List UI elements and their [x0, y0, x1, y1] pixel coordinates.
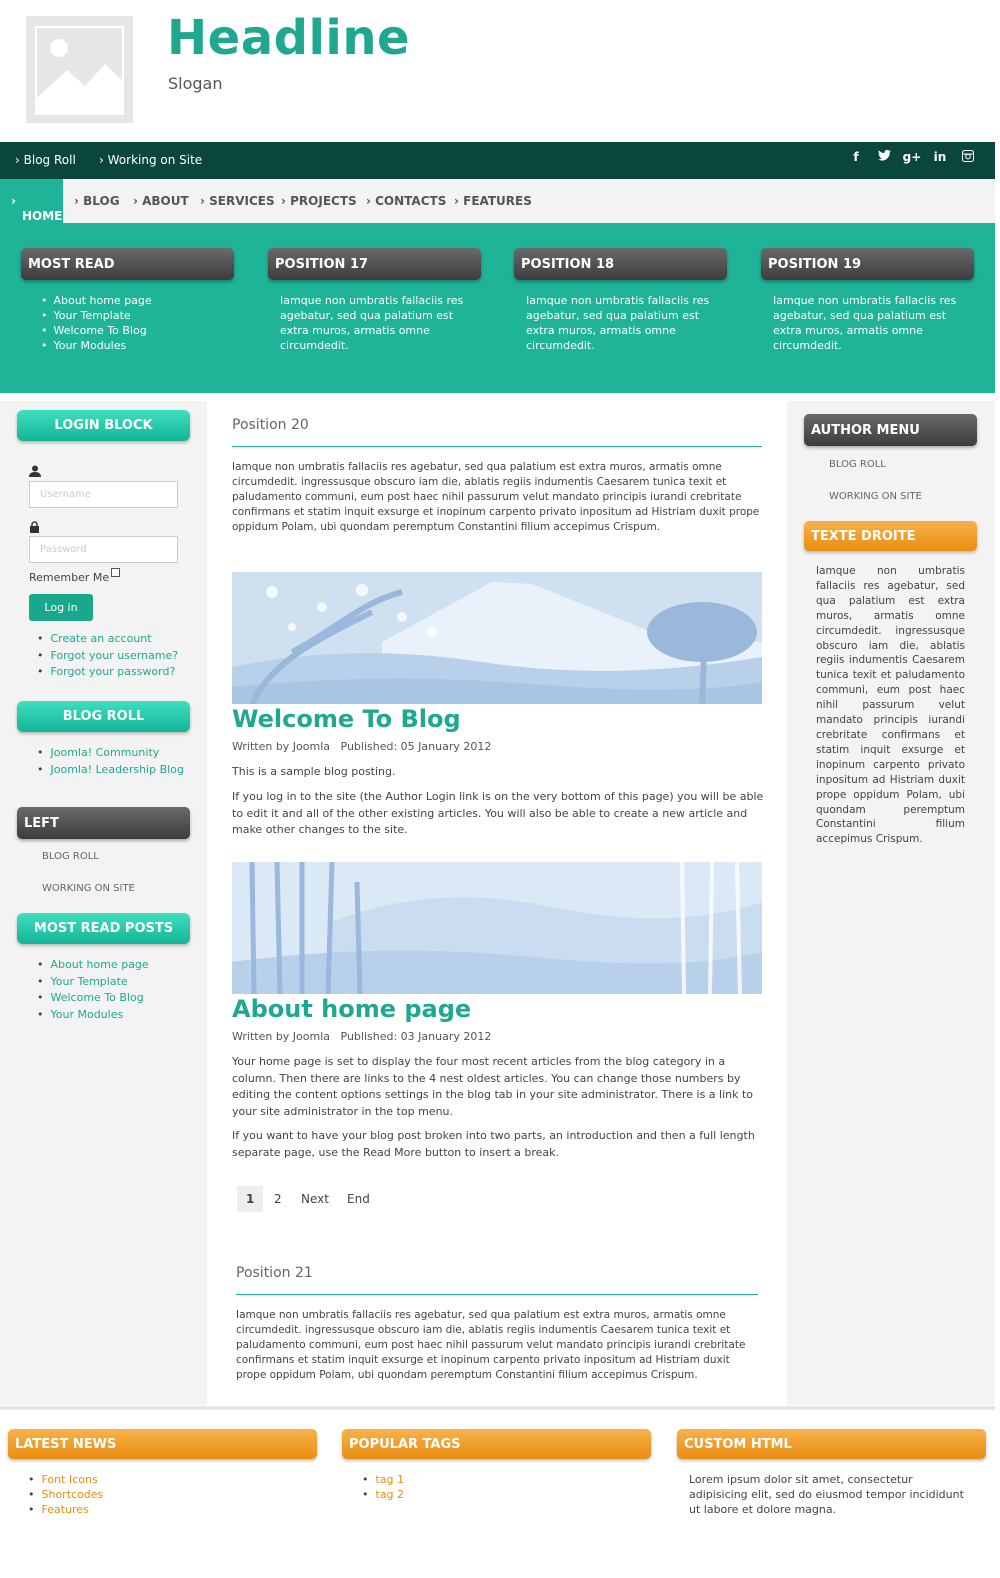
article-meta: Written by Joomla Published: 05 January 2012	[232, 740, 492, 753]
author-link-working-on-site[interactable]: WORKING ON SITE	[829, 491, 922, 502]
tag-link[interactable]: • tag 2	[362, 1487, 404, 1502]
module-title: TEXTE DROITE	[811, 529, 916, 544]
nav-item-label: CONTACTS	[375, 194, 447, 208]
input-placeholder: Password	[40, 544, 87, 555]
nav-item-label: SERVICES	[209, 194, 275, 208]
texte-droite-text: Iamque non umbratis fallaciis res agebatur, sed qua palatium est extra muros, armatis omne circumdedit. ingressusque obscuro iam die, ablatis regiis indumentis Caesarem tunica texit et paludamento communi, eum post haec nihil passurum velut mandato principis iurandi crebritate confirmans et statim inquit exsurge et inopinum carpento privato inpositum ad Histriam duxit prope oppidum Polam, ubi quondam peremptum Constantini filium accepimus Crispum.	[816, 565, 965, 846]
blog-roll-header	[17, 701, 190, 732]
article-title[interactable]: Welcome To Blog	[232, 705, 461, 733]
password-input[interactable]	[29, 536, 178, 563]
page-current[interactable]: 1	[237, 1186, 263, 1212]
site-header	[0, 0, 1000, 142]
linkedin-icon[interactable]: in	[933, 150, 947, 164]
topbar-link-working-on-site[interactable]: › Working on Site	[99, 153, 203, 167]
main-nav	[0, 179, 995, 223]
site-headline: Headline	[167, 10, 411, 66]
pagination	[237, 1186, 437, 1212]
nav-item-label: HOME	[22, 209, 63, 223]
site-slogan: Slogan	[168, 74, 223, 93]
module-title: LOGIN BLOCK	[54, 418, 153, 433]
nav-item-home[interactable]: › HOME	[0, 179, 63, 223]
nav-item-projects[interactable]: › PROJECTS	[281, 194, 357, 208]
right-sidebar	[787, 401, 995, 1405]
module-title: POPULAR TAGS	[349, 1437, 461, 1452]
nav-item-blog[interactable]: › BLOG	[74, 194, 120, 208]
module-title: BLOG ROLL	[62, 709, 145, 724]
popular-tags-header	[342, 1429, 651, 1459]
nav-item-about[interactable]: › ABOUT	[133, 194, 189, 208]
page-2-link[interactable]: 2	[274, 1192, 282, 1206]
list-item[interactable]: • Welcome To Blog	[41, 323, 152, 338]
custom-html-header	[677, 1429, 986, 1459]
article-image-bamboo[interactable]	[232, 862, 762, 994]
article-paragraph: If you want to have your blog post broken into two parts, an introduction and then a full length separate page, use the Read More button to insert a break.	[232, 1129, 755, 1159]
popular-tags-list	[362, 1472, 404, 1502]
instagram-icon[interactable]	[954, 150, 982, 165]
module-header-most-read	[21, 248, 234, 280]
topbar-link-label: Working on Site	[107, 153, 203, 167]
nav-item-label: ABOUT	[142, 194, 189, 208]
forgot-password-link[interactable]: • Forgot your password?	[37, 664, 178, 681]
article-meta: Written by Joomla Published: 03 January 2012	[232, 1030, 492, 1043]
nav-item-label: PROJECTS	[290, 194, 357, 208]
position-19-text: Iamque non umbratis fallaciis res agebatur, sed qua palatium est extra muros, armatis omne circumdedit.	[773, 294, 957, 352]
image-placeholder-icon	[37, 28, 122, 113]
module-title: LEFT	[24, 816, 59, 831]
custom-html-text: Lorem ipsum dolor sit amet, consectetur adipisicing elit, sed do eiusmod tempor incididunt ut labore et dolore magna.	[689, 1473, 964, 1516]
login-button[interactable]	[29, 594, 93, 621]
username-input[interactable]	[29, 481, 178, 508]
module-title: MOST READ	[28, 257, 115, 272]
author-link-blog-roll[interactable]: BLOG ROLL	[829, 459, 886, 470]
latest-news-header	[8, 1429, 317, 1459]
most-read-posts-header	[17, 913, 190, 944]
lock-icon	[29, 521, 40, 533]
article-paragraph: Your home page is set to display the four most recent articles from the blog category in a column. Then there are links to the 4 nest oldest articles. You can change those numbers by editing the content options settings in the blog tab in your site administrator. There is a link to your site administrator in the top menu.	[232, 1055, 754, 1118]
top-bar	[0, 142, 995, 179]
login-links	[37, 631, 178, 681]
divider	[232, 446, 762, 447]
topbar-link-blog-roll[interactable]: › Blog Roll	[15, 153, 76, 167]
login-block-header	[17, 410, 190, 441]
list-item[interactable]: • About home page	[41, 293, 152, 308]
module-title: POSITION 19	[768, 257, 862, 272]
module-header-position-17	[268, 248, 481, 280]
position-20-title: Position 20	[232, 417, 309, 433]
end-page-link[interactable]: End	[347, 1192, 370, 1206]
article-paragraph: This is a sample blog posting.	[232, 765, 396, 778]
latest-news-list	[28, 1472, 103, 1517]
remember-me-label: Remember Me	[29, 571, 110, 584]
left-menu-header	[17, 807, 190, 839]
user-icon	[29, 465, 41, 477]
nav-item-services[interactable]: › SERVICES	[200, 194, 275, 208]
topbar-link-label: Blog Roll	[23, 153, 76, 167]
module-title: POSITION 17	[275, 257, 369, 272]
list-item[interactable]: • Joomla! Leadership Blog	[37, 762, 184, 779]
article-title[interactable]: About home page	[232, 995, 472, 1023]
list-item[interactable]: • About home page	[37, 957, 149, 974]
list-item[interactable]: • Your Modules	[41, 338, 152, 353]
list-item[interactable]: • Font Icons	[28, 1472, 103, 1487]
texte-droite-header	[804, 521, 977, 551]
list-item[interactable]: • Welcome To Blog	[37, 990, 149, 1007]
nav-item-features[interactable]: › FEATURES	[454, 194, 532, 208]
footer-divider	[0, 1406, 995, 1410]
article-image-blossom[interactable]	[232, 572, 762, 704]
module-title: LATEST NEWS	[15, 1437, 117, 1452]
list-item[interactable]: • Your Modules	[37, 1007, 149, 1024]
article-paragraph: If you log in to the site (the Author Login link is on the very bottom of this page) you will be able to edit it and all of the other existing articles. You will also be able to create a new article and make other changes to the site.	[232, 790, 764, 836]
nav-item-contacts[interactable]: › CONTACTS	[366, 194, 447, 208]
list-item[interactable]: • Your Template	[37, 974, 149, 991]
list-item[interactable]: • Shortcodes	[28, 1487, 103, 1502]
nav-item-label: BLOG	[83, 194, 120, 208]
position-18-text: Iamque non umbratis fallaciis res agebatur, sed qua palatium est extra muros, armatis omne circumdedit.	[526, 294, 710, 352]
blog-roll-links	[37, 745, 184, 778]
module-header-position-18	[514, 248, 727, 280]
position-17-text: Iamque non umbratis fallaciis res agebatur, sed qua palatium est extra muros, armatis omne circumdedit.	[280, 294, 464, 352]
social-icons	[842, 150, 982, 165]
google-plus-icon[interactable]: g+	[902, 150, 922, 164]
twitter-icon[interactable]	[870, 150, 898, 165]
remember-me-checkbox[interactable]	[111, 568, 120, 577]
forgot-username-link[interactable]: • Forgot your username?	[37, 648, 178, 665]
module-title: AUTHOR MENU	[811, 423, 920, 438]
left-link-blog-roll[interactable]: BLOG ROLL	[42, 851, 99, 862]
next-page-link[interactable]: Next	[301, 1192, 329, 1206]
feature-band	[0, 223, 995, 393]
create-account-link[interactable]: • Create an account	[37, 631, 178, 648]
module-title: POSITION 18	[521, 257, 615, 272]
module-header-position-19	[761, 248, 974, 280]
list-item[interactable]: • Features	[28, 1502, 103, 1517]
facebook-icon[interactable]: f	[853, 150, 859, 164]
module-title: CUSTOM HTML	[684, 1437, 792, 1452]
most-read-list	[41, 293, 152, 353]
divider	[236, 1294, 758, 1295]
list-item[interactable]: • Joomla! Community	[37, 745, 184, 762]
most-read-posts-list	[37, 957, 149, 1023]
module-title: MOST READ POSTS	[33, 921, 174, 936]
button-label: Log in	[44, 601, 78, 614]
nav-item-label: FEATURES	[463, 194, 532, 208]
position-21-title: Position 21	[236, 1265, 313, 1281]
tag-link[interactable]: • tag 1	[362, 1472, 404, 1487]
left-link-working-on-site[interactable]: WORKING ON SITE	[42, 883, 135, 894]
position-20-text: Iamque non umbratis fallaciis res agebatur, sed qua palatium est extra muros, armatis omne circumdedit. ingressusque obscuro iam die, ablatis regiis indumentis Caesarem tunica texit et paludamento communi, eum post haec nihil passurum velut mandato principis iurandi crebritate confirmans et statim inquit exsurge et inopinum carpento privato inpositum ad Histriam duxit prope oppidum Polam, ubi quondam peremptum Constantini filium accepimus Crispum.	[232, 461, 760, 533]
list-item[interactable]: • Your Template	[41, 308, 152, 323]
logo-placeholder-icon[interactable]	[26, 16, 133, 123]
position-21-text: Iamque non umbratis fallaciis res agebatur, sed qua palatium est extra muros, armatis omne circumdedit. ingressusque obscuro iam die, ablatis regiis indumentis Caesarem tunica texit et paludamento communi, eum post haec nihil passurum velut mandato principis iurandi crebritate confirmans et statim inquit exsurge et inopinum carpento privato inpositum ad Histriam duxit prope oppidum Polam, ubi quondam peremptum Constantini filium accepimus Crispum.	[236, 1309, 746, 1381]
input-placeholder: Username	[40, 489, 91, 500]
author-menu-header	[804, 414, 977, 446]
